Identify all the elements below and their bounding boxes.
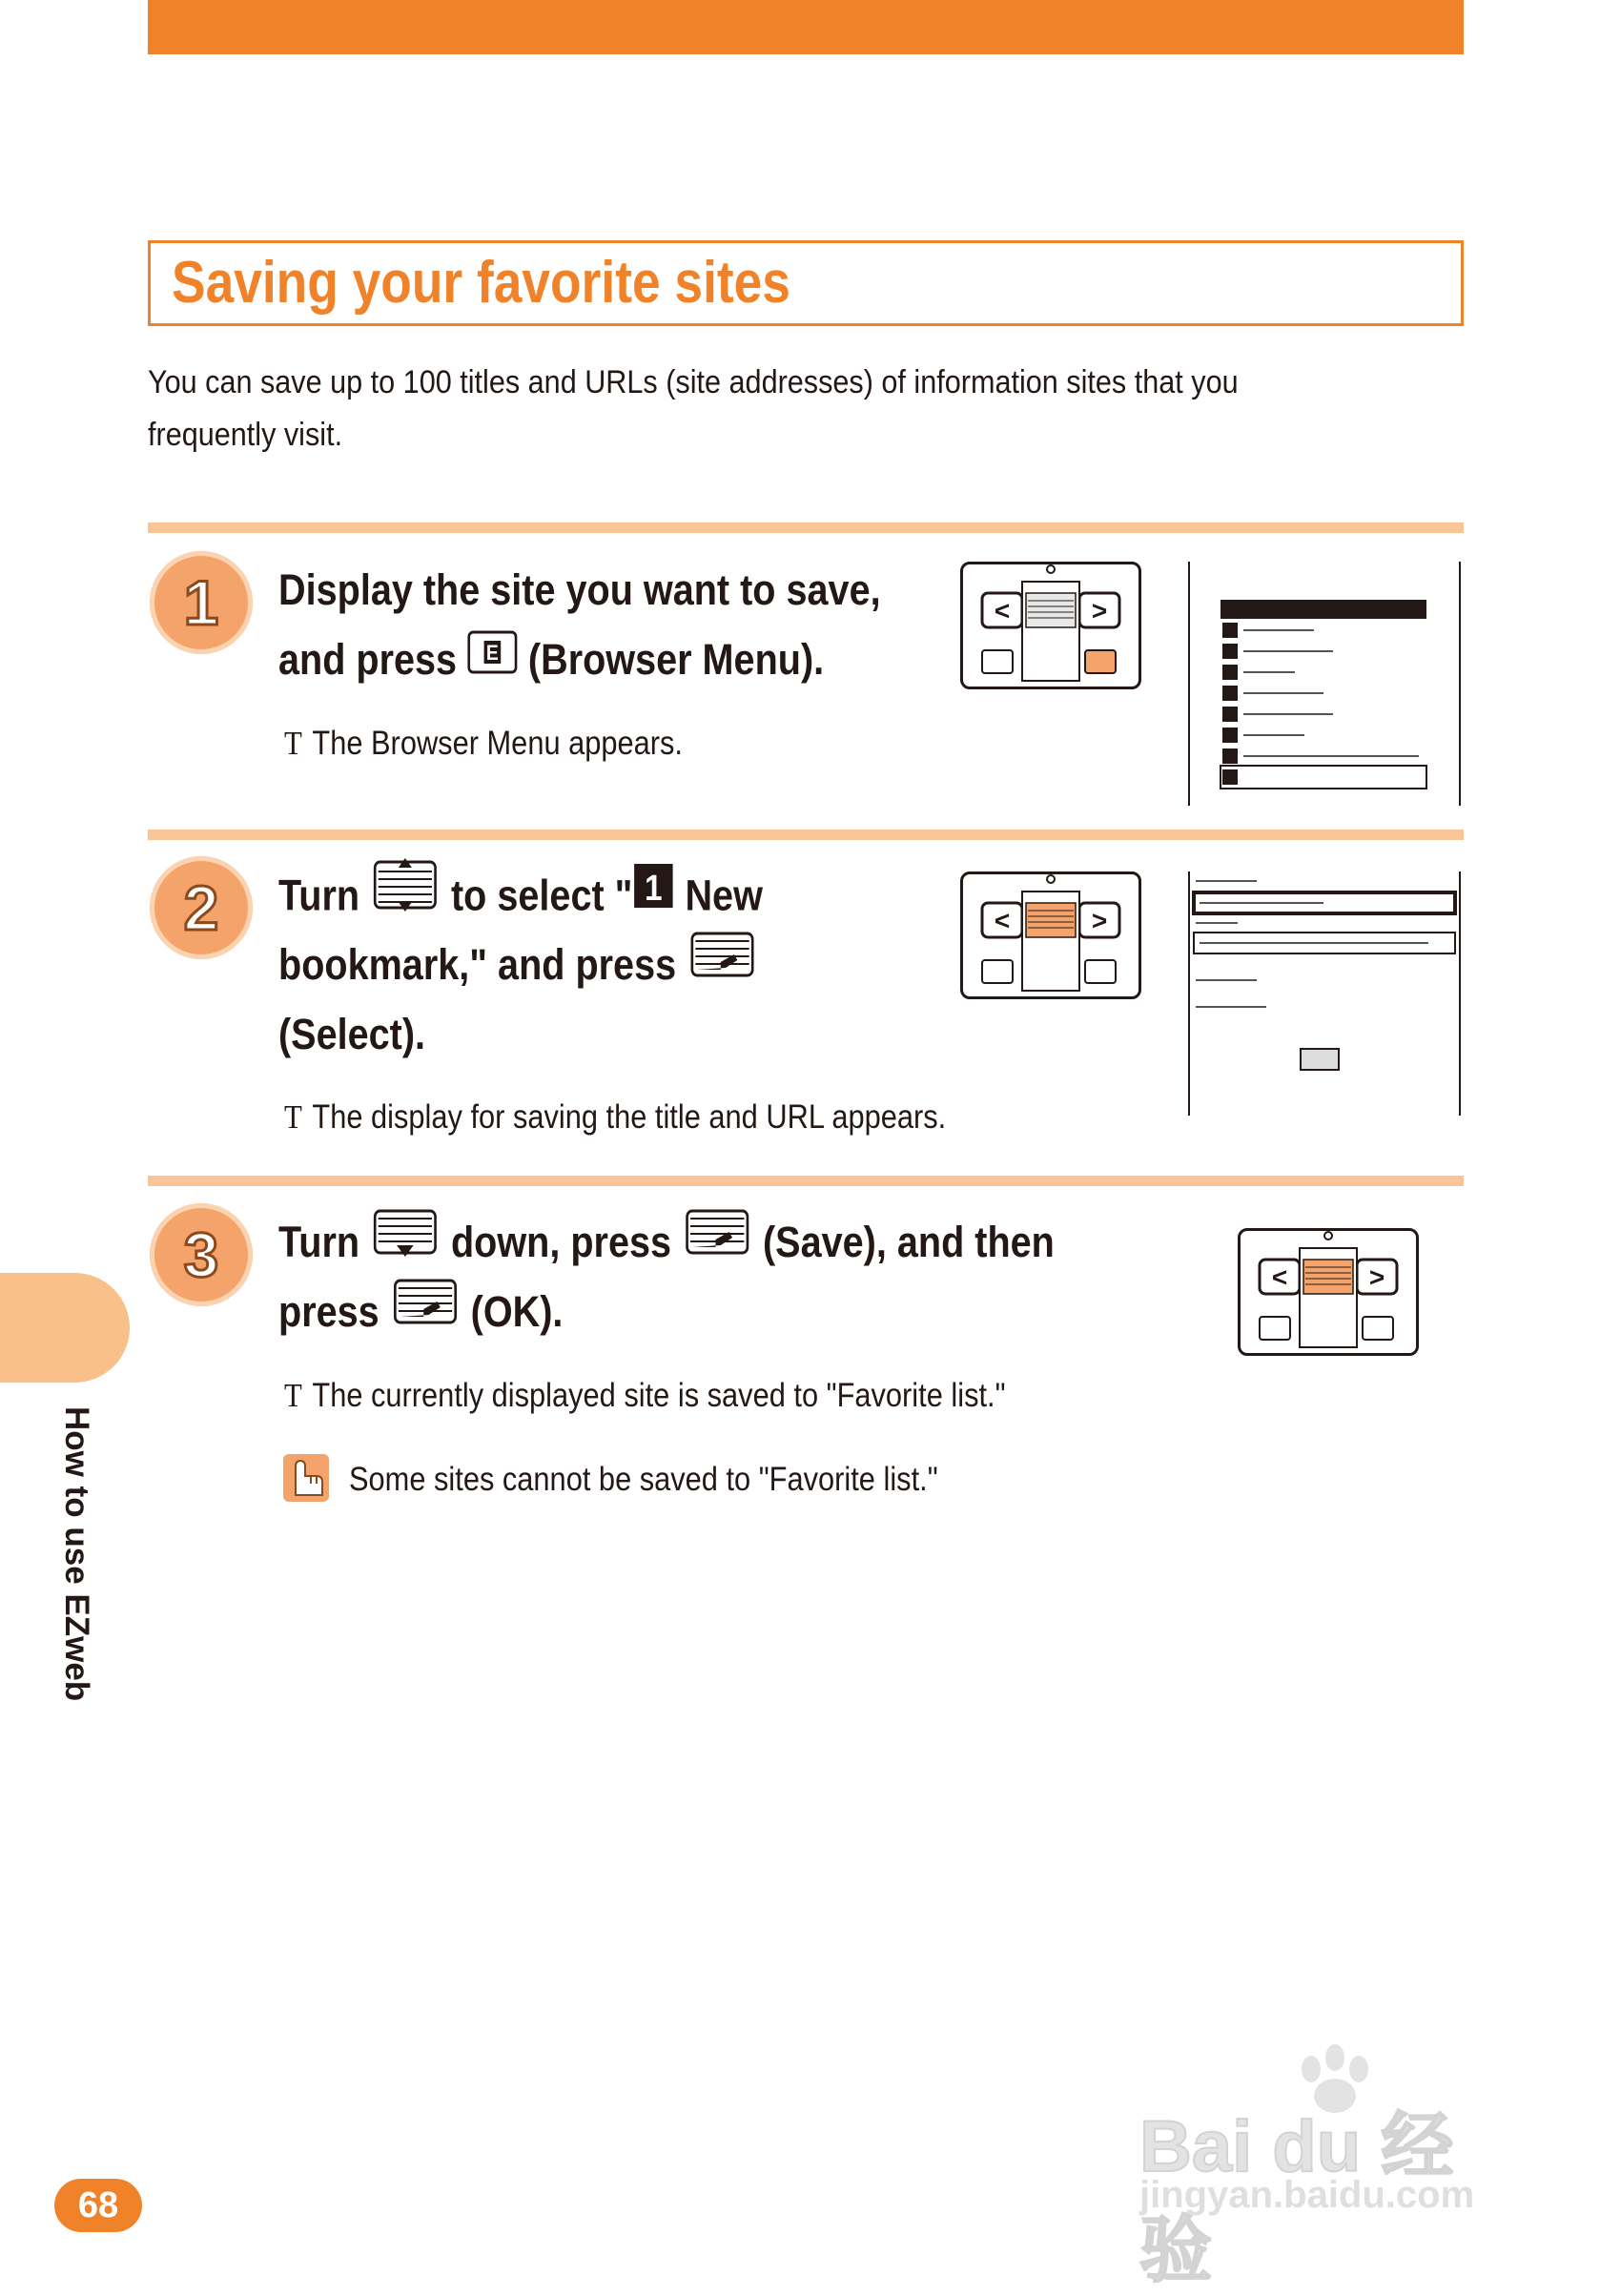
step-1-badge [150,551,253,654]
chapter-tab [0,1273,130,1383]
bullet-mark: T [284,1098,302,1136]
intro-paragraph: You can save up to 100 titles and URLs (site addresses) of information sites that you frequently visit. [148,364,1239,453]
watermark-brand: Bai du 经验 [1139,2106,1454,2291]
step-2-result-text: The display for saving the title and URL appears. [312,1098,947,1136]
chapter-label [57,1406,95,1731]
header-bar [148,0,1464,54]
step-1-result [284,725,683,763]
step-2-badge [150,856,253,959]
step-2-line-3: (Select). [278,1010,426,1058]
step-3-line-2-pre: press [278,1287,379,1336]
step-2-line-1-pre: Turn [278,871,360,920]
save-key-icon [682,1205,752,1279]
scroll-wheel-icon [370,856,441,933]
section-title: Saving your favorite sites [172,250,790,316]
step-separator [148,1176,1464,1186]
step-3-line-2-post: (OK). [470,1287,564,1336]
step-2-line-1-post: New [685,871,763,920]
scroll-down-icon [370,1205,441,1279]
step-3-badge [150,1203,253,1306]
step-2-result [284,1098,946,1137]
step-number: 1 [183,567,219,638]
step-separator [148,523,1464,533]
step-1-line-1: Display the site you want to save, [278,565,881,614]
step-2-line-1-mid: to select " [450,871,633,920]
step-1-instruction [278,555,881,694]
step-number: 2 [183,872,219,943]
keypad-diagram [1238,1228,1419,1356]
keypad-diagram [960,871,1141,999]
svg-text:E: E [486,641,499,665]
step-number: 3 [183,1220,219,1290]
chapter-label-text: How to use EZweb [58,1406,95,1702]
keypad-diagram [960,562,1141,689]
svg-text:<: < [1271,1262,1288,1292]
svg-text:>: > [1368,1262,1385,1292]
section-title-box [148,240,1464,326]
svg-text:<: < [994,906,1011,935]
baidu-watermark [1139,2040,1521,2291]
step-3-result-text: The currently displayed site is saved to "Favorite list." [312,1377,1006,1414]
step-3-line-1-pre: Turn [278,1218,360,1266]
svg-text:<: < [994,596,1011,625]
ok-key-icon [390,1275,461,1348]
svg-text:>: > [1091,906,1108,935]
svg-text:1: 1 [645,868,663,909]
step-1-line-2-pre: and press [278,635,458,684]
number-1-icon [632,860,674,930]
page-number: 68 [54,2179,142,2232]
watermark-url: jingyan.baidu.com [1139,2174,1475,2216]
step-1-line-2-post: (Browser Menu). [527,635,825,684]
step-separator [148,830,1464,840]
step-3-instruction [278,1207,1055,1346]
save-bookmark-screen [1188,871,1461,1116]
note-hand-icon [282,1453,330,1507]
step-3-line-1-mid: down, press [450,1218,672,1266]
step-3-line-1-post: (Save), and then [762,1218,1055,1266]
browser-menu-screen [1188,562,1461,806]
select-key-icon [687,928,757,1001]
ez-key-icon [467,625,518,694]
bullet-mark: T [284,1377,302,1414]
svg-text:>: > [1091,596,1108,625]
step-2-line-2-pre: bookmark," and press [278,940,677,989]
bullet-mark: T [284,725,302,762]
step-2-instruction [278,860,763,1069]
step-3-result [284,1377,1006,1415]
note-text: Some sites cannot be saved to "Favorite list." [349,1461,938,1498]
step-1-result-text: The Browser Menu appears. [312,725,683,762]
